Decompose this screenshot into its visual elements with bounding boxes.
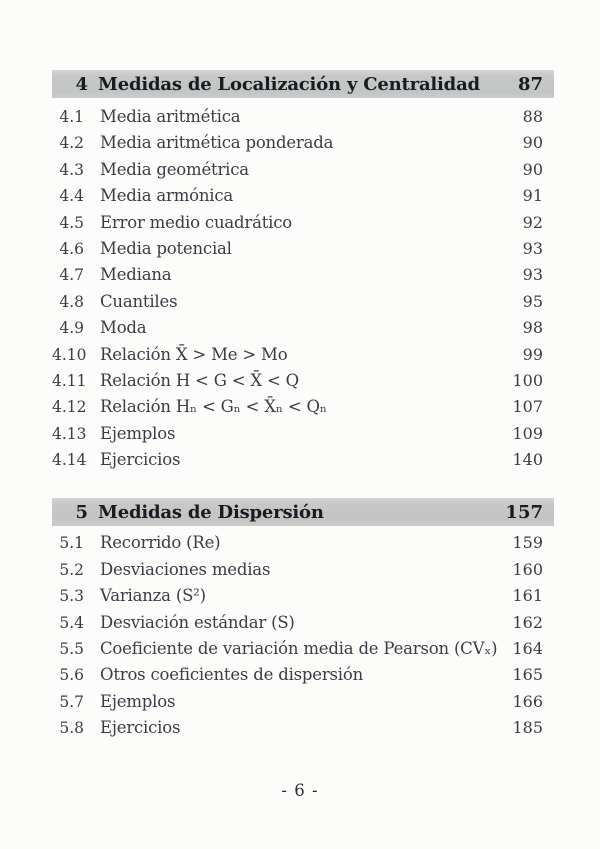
chapter-number: 4	[75, 73, 88, 95]
section-title: Relación H < G < X̄ < Q	[100, 370, 300, 390]
section-page-number: 90	[522, 159, 543, 179]
section-page-number: 107	[512, 397, 543, 417]
section-page-number: 92	[522, 212, 543, 232]
section-page-number: 95	[522, 291, 543, 311]
section-number: 4.9	[59, 319, 84, 338]
section-title: Media aritmética	[100, 107, 241, 126]
section-title: Media potencial	[100, 238, 232, 258]
section-number: 4.12	[52, 398, 87, 417]
section-title: Ejercicios	[100, 450, 181, 470]
toc-entry	[52, 236, 543, 262]
section-number: 4.4	[59, 187, 84, 206]
toc-entry	[52, 530, 543, 556]
toc-entry	[52, 104, 543, 130]
section-page-number: 162	[512, 612, 543, 632]
section-number: 4.5	[59, 213, 84, 232]
section-page-number: 160	[512, 559, 543, 579]
section-number: 5.6	[59, 666, 84, 685]
toc-entry	[52, 289, 543, 315]
section-page-number: 166	[512, 691, 543, 711]
section-title: Otros coeficientes de dispersión	[100, 665, 364, 685]
section-number: 4.13	[52, 424, 87, 443]
chapter-page-number: 87	[517, 73, 543, 95]
section-number: 4.3	[59, 160, 84, 179]
section-number: 4.1	[59, 108, 84, 126]
section-number: 4.10	[52, 345, 87, 364]
toc-entry	[52, 421, 543, 447]
toc-entry	[52, 368, 543, 394]
section-number: 5.1	[59, 534, 84, 553]
chapter-sections	[52, 530, 554, 741]
section-page-number: 140	[512, 450, 543, 470]
section-number: 4.14	[52, 451, 87, 470]
section-title: Desviaciones medias	[100, 559, 271, 579]
section-number: 4.2	[59, 134, 84, 153]
chapter-title: Medidas de Dispersión	[98, 501, 324, 523]
section-title: Ejemplos	[100, 423, 176, 443]
toc-entry	[52, 183, 543, 209]
section-page-number: 99	[522, 344, 543, 364]
section-title: Varianza (S²)	[100, 586, 206, 606]
toc-entry	[52, 210, 543, 236]
section-page-number: 88	[522, 107, 543, 126]
toc-entry	[52, 557, 543, 583]
section-title: Media armónica	[100, 186, 234, 206]
toc-entry	[52, 394, 543, 420]
section-number: 4.8	[59, 292, 84, 311]
section-title: Ejercicios	[100, 718, 181, 738]
toc-entry	[52, 689, 543, 715]
chapter-block	[52, 70, 554, 473]
chapter-page-number: 157	[505, 501, 543, 523]
section-number: 4.6	[59, 239, 84, 258]
section-number: 5.7	[59, 692, 84, 711]
section-page-number: 159	[512, 533, 543, 553]
section-title: Ejemplos	[100, 691, 176, 711]
section-page-number: 164	[512, 639, 543, 659]
section-page-number: 109	[512, 423, 543, 443]
toc-entry	[52, 583, 543, 609]
chapter-number: 5	[75, 501, 88, 523]
section-number: 5.2	[59, 560, 84, 579]
section-page-number: 90	[522, 133, 543, 153]
section-number: 4.11	[52, 371, 87, 390]
chapter-block	[52, 498, 554, 741]
section-page-number: 91	[522, 186, 543, 206]
toc-entry	[52, 662, 543, 688]
toc-entry	[52, 715, 543, 741]
section-number: 4.7	[59, 266, 84, 285]
section-number: 5.4	[59, 613, 84, 632]
section-page-number: 161	[512, 586, 543, 606]
section-title: Relación X̄ > Me > Mo	[100, 344, 288, 364]
section-title: Cuantiles	[100, 291, 178, 311]
section-title: Media geométrica	[100, 159, 249, 179]
chapter-sections	[52, 104, 554, 473]
toc-entry	[52, 342, 543, 368]
toc-entry	[52, 315, 543, 341]
toc-entry	[52, 610, 543, 636]
chapter-header	[52, 70, 554, 98]
section-page-number: 100	[512, 370, 543, 390]
section-title: Recorrido (Re)	[100, 533, 221, 553]
chapter-title: Medidas de Localización y Centralidad	[98, 73, 480, 95]
chapter-header	[52, 498, 554, 526]
section-page-number: 93	[522, 265, 543, 285]
section-number: 5.3	[59, 587, 84, 606]
section-number: 5.5	[59, 640, 84, 659]
toc-entry	[52, 157, 543, 183]
page-footer: - 6 -	[281, 781, 319, 800]
section-title: Desviación estándar (S)	[100, 612, 295, 632]
toc-entry	[52, 636, 543, 662]
section-page-number: 185	[512, 718, 543, 738]
toc-content	[52, 70, 554, 742]
toc-entry	[52, 262, 543, 288]
section-page-number: 98	[522, 318, 543, 338]
section-title: Moda	[100, 318, 147, 338]
section-title: Media aritmética ponderada	[100, 133, 334, 153]
toc-entry	[52, 447, 543, 473]
section-title: Error medio cuadrático	[100, 212, 292, 232]
section-title: Relación Hₙ < Gₙ < X̄ₙ < Qₙ	[100, 397, 327, 417]
section-title: Coeficiente de variación media de Pearson (CVₓ)	[100, 639, 498, 659]
section-page-number: 93	[522, 238, 543, 258]
toc-entry	[52, 130, 543, 156]
section-page-number: 165	[512, 665, 543, 685]
section-title: Mediana	[100, 265, 172, 285]
section-number: 5.8	[59, 719, 84, 738]
